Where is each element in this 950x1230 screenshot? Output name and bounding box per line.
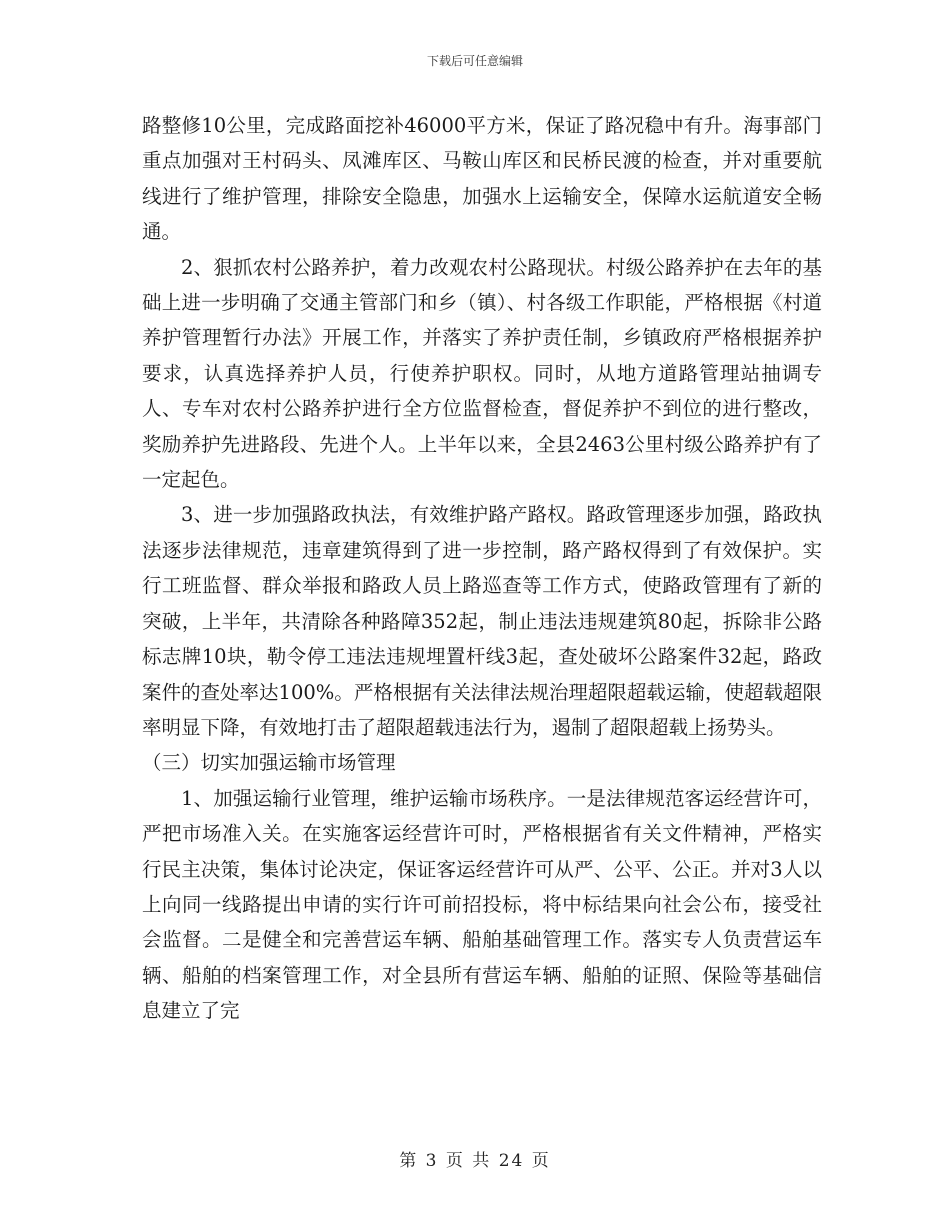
paragraph-rural-road-maintenance: 2、狠抓农村公路养护，着力改观农村公路现状。村级公路养护在去年的基础上进一步明确了交通主管部门和乡（镇）、村各级工作职能，严格根据《村道养护管理暂行办法》开展工作，并落实了养护责任制，乡镇政府严格根据养护要求，认真选择养护人员，行使养护职权。同时，从地方道路管理站抽调专人、专车对农村公路养护进行全方位监督检查，督促养护不到位的进行整改，奖励养护先进路段、先进个人。上半年以来，全县2463公里村级公路养护有了一定起色。 [142, 255, 822, 492]
section-heading-transport-market: （三）切实加强运输市场管理 [142, 751, 396, 775]
page-header: 下载后可任意编辑 [426, 54, 523, 68]
paragraph-transport-industry-management: 1、加强运输行业管理，维护运输市场秩序。一是法律规范客运经营许可，严把市场准入关。在实施客运经营许可时，严格根据省有关文件精神，严格实行民主决策，集体讨论决定，保证客运经营许可从严、公平、公正。并对3人以上向同一线路提出申请的实行许可前招投标，将中标结果向社会公布，接受社会监督。二是健全和完善营运车辆、船舶基础管理工作。落实专人负责营运车辆、船舶的档案管理工作，对全县所有营运车辆、船舶的证照、保险等基础信息建立了完 [142, 786, 822, 1023]
page-footer: 第 3 页 共 24 页 [399, 1151, 551, 1171]
document-body [142, 108, 822, 1029]
paragraph-continuation: 路整修10公里，完成路面挖补46000平方米，保证了路况稳中有升。海事部门重点加强对王村码头、凤滩库区、马鞍山库区和民桥民渡的检查，并对重要航线进行了维护管理，排除安全隐患，加强水上运输安全，保障水运航道安全畅通。 [142, 114, 822, 244]
paragraph-road-law-enforcement: 3、进一步加强路政执法，有效维护路产路权。路政管理逐步加强，路政执法逐步法律规范，违章建筑得到了进一步控制，路产路权得到了有效保护。实行工班监督、群众举报和路政人员上路巡查等工作方式，使路政管理有了新的突破，上半年，共清除各种路障352起，制止违法违规建筑80起，拆除非公路标志牌10块，勒令停工违法违规埋置杆线3起，查处破坏公路案件32起，路政案件的查处率达100%。严格根据有关法律法规治理超限超载运输，使超载超限率明显下降，有效地打击了超限超载违法行为，遏制了超限超载上扬势头。 [142, 503, 822, 739]
